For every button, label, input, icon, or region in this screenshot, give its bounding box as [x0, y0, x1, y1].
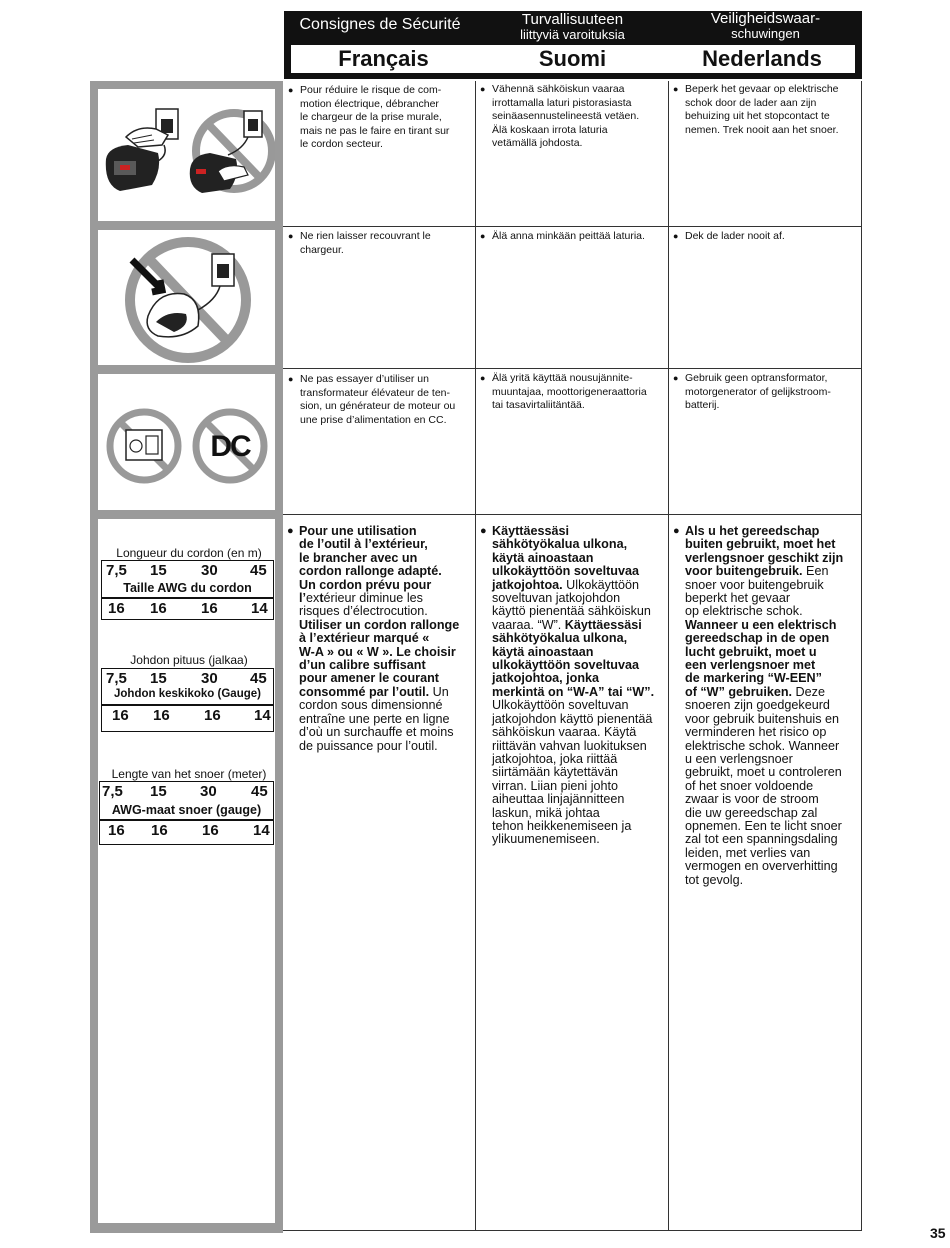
gauge-cell: 14 — [253, 822, 270, 839]
length-cell: 30 — [201, 670, 218, 687]
cord-table-2-lengths — [102, 670, 273, 688]
language-nl: Nederlands — [702, 46, 822, 71]
gauge-cell: 16 — [150, 600, 167, 617]
gauge-cell: 16 — [202, 822, 219, 839]
instruction-text: Beperk het gevaar op elektrische schok door de lader aan zijn behuizing uit het stopcontact te nemen. Trek nooit aan het snoer. — [685, 83, 839, 136]
row4-nl: ● Als u het gereedschap buiten gebruikt, moet het verlengsnoer geschikt zijn voor buitengebruik. Een snoer voor buitengebruik beperkt het gevaar op elektrische schok. Wanneer u een elektrisch gereedschap in de open lucht gebruikt, moet u een verlengsnoer met de markering “W-EEN” of “W” gebruiken. Deze snoeren zijn goedgekeurd voor gebruik buitenshuis en verminderen het risico op elektrische schok. Wanneer u een verlengsnoer gebruikt, moet u controleren of het snoer voldoende zwaar is voor de stroom die uw gereedschap zal opnemen. Een te licht snoer zal tot een spanningsdaling leiden, met verlies van vermogen en oververhitting tot gevolg. — [673, 525, 860, 887]
header-nl — [669, 11, 862, 47]
cord-table-1-title: Longueur du cordon (en m) — [116, 546, 262, 560]
cord-table-1-sub: Taille AWG du cordon — [123, 581, 252, 595]
language-fi: Suomi — [538, 46, 607, 71]
language-fr: Français — [338, 46, 429, 71]
instruction-text: Vähennä sähköiskun vaaraa irrottamalla laturi pistorasiasta seinäasennustelineestä vetäen. Älä koskaan irrota laturia vetämällä johdosta. — [492, 83, 640, 150]
header-nl-title-2: schuwingen — [731, 26, 800, 41]
column-divider — [861, 81, 862, 1231]
cord-table-3-lengths — [100, 783, 273, 801]
panel-cord-tables — [98, 519, 275, 1223]
column-divider — [475, 81, 476, 1231]
instruction-text: Pour une utilisation de l’outil à l’extérieur, le brancher avec un cordon rallonge adapté. Un cordon prévu pour l’extérieur diminue les risques d’électrocution. Utiliser un cordon rallonge à l’extérieur marqué « W-A » ou « W ». Le choisir d’un calibre suffisant pour amener le courant consommé par l’outil. Un cordon sous dimensionné entraîne une perte en ligne d’où un surchauffe et moins de puissance pour l’outil. — [299, 524, 460, 753]
instruction-text: Dek de lader nooit af. — [685, 230, 785, 242]
cord-table-3-sub: AWG-maat snoer (gauge) — [111, 803, 262, 817]
page-number: 35 — [930, 1225, 946, 1241]
do-not-cover-charger-icon — [98, 230, 275, 365]
instruction-text: Älä anna minkään peittää laturia. — [492, 230, 645, 242]
instruction-text: Käyttäessäsi sähkötyökalua ulkona, käytä ainoastaan ulkokäyttöön soveltuvaa jatkojohtoa. Ulkokäyttöön soveltuvan jatkojohdon käyttö pienentää sähköiskun vaaraa. “W”. Käyttäessäsi sähkötyökalua ulkona, käytä ainoastaan ulkokäyttöön soveltuvaa jatkojohtoa, jonka merkintä on “W-A” tai “W”. Ulkokäyttöön soveltuvan jatkojohdon käyttö pienentää sähköiskun vaaraa. Käytä riittävän vahvan luokituksen jatkojohtoa, joka riittää siirtämään käytettävän virran. Liian pieni johto aiheuttaa linjajännitteen laskun, mikä johtaa tehon heikkenemiseen ja ylikuumenemiseen. — [492, 524, 655, 847]
header-fi-title-1: Turvallisuuteen — [521, 11, 624, 28]
row2-fi: ● Älä anna minkään peittää laturia. — [480, 230, 666, 244]
length-cell: 7,5 — [106, 670, 127, 687]
gauge-cell: 14 — [254, 707, 271, 724]
header-fi — [476, 12, 669, 48]
unplug-charger-icon — [98, 89, 275, 221]
length-cell: 15 — [150, 670, 167, 687]
length-cell: 45 — [251, 783, 268, 800]
language-header — [284, 11, 862, 79]
gauge-cell: 16 — [108, 600, 125, 617]
panel-unplug — [98, 89, 275, 221]
row-divider — [283, 368, 862, 369]
row-divider — [283, 226, 862, 227]
row-divider — [283, 514, 862, 515]
row1-fi: ● Vähennä sähköiskun vaaraa irrottamalla laturi pistorasiasta seinäasennustelineestä vetäen. Älä koskaan irrota laturia vetämällä johdosta. — [480, 83, 666, 151]
dc-label: DC — [210, 430, 250, 463]
row4-fr: ● Pour une utilisation de l’outil à l’extérieur, le brancher avec un cordon rallonge adapté. Un cordon prévu pour l’extérieur diminue les risques d’électrocution. Utiliser un cordon rallonge à l’extérieur marqué « W-A » ou « W ». Le choisir d’un calibre suffisant pour amener le courant consommé par l’outil. Un cordon sous dimensionné entraîne une perte en ligne d’où un surchauffe et moins de puissance pour l’outil. — [287, 525, 473, 753]
row4-fi: ● Käyttäessäsi sähkötyökalua ulkona, käytä ainoastaan ulkokäyttöön soveltuvaa jatkojohtoa. Ulkokäyttöön soveltuvan jatkojohdon käyttö pienentää sähköiskun vaaraa. “W”. Käyttäessäsi sähkötyökalua ulkona, käytä ainoastaan ulkokäyttöön soveltuvaa jatkojohtoa, jonka merkintä on “W-A” tai “W”. Ulkokäyttöön soveltuvan jatkojohdon käyttö pienentää sähköiskun vaaraa. Käytä riittävän vahvan luokituksen jatkojohtoa, joka riittää siirtämään käytettävän virran. Liian pieni johto aiheuttaa linjajännitteen laskun, mikä johtaa tehon heikkenemiseen ja ylikuumenemiseen. — [480, 525, 667, 847]
cord-table-2-gauges — [102, 707, 273, 725]
cord-table-3-gauges — [100, 822, 273, 840]
table-divider — [102, 704, 273, 706]
gauge-cell: 14 — [251, 600, 268, 617]
gauge-cell: 16 — [204, 707, 221, 724]
instruction-text: Als u het gereedschap buiten gebruikt, moet het verlengsnoer geschikt zijn voor buitengebruik. Een snoer voor buitengebruik beperkt het gevaar op elektrische schok. Wanneer u een elektrisch gereedschap in de open lucht gebruikt, moet u een verlengsnoer met de markering “W-EEN” of “W” gebruiken. Deze snoeren zijn goedgekeurd voor gebruik buitenshuis en verminderen het risico op elektrische schok. Wanneer u een verlengsnoer gebruikt, moet u controleren of het snoer voldoende zwaar is voor de stroom die uw gereedschap zal opnemen. Een te licht snoer zal tot een spanningsdaling leiden, met verlies van vermogen en oververhitting tot gevolg. — [685, 524, 844, 887]
instruction-text: Ne pas essayer d’utiliser un transformateur élévateur de ten- sion, un générateur de moteur ou une prise d’alimentation en CC. — [300, 373, 456, 426]
row3-fi: ● Älä yritä käyttää nousujännite- muuntajaa, moottorigeneraattoria tai tasavirtaliitäntää. — [480, 372, 666, 413]
length-cell: 45 — [250, 562, 267, 579]
table-divider — [102, 597, 273, 599]
instruction-text: Gebruik geen optransformator, motorgenerator of gelijkstroom- batterij. — [685, 372, 831, 412]
length-cell: 30 — [200, 783, 217, 800]
instruction-text: Pour réduire le risque de com- motion électrique, débrancher le chargeur de la prise murale, mais ne pas le faire en tirant sur le cordon secteur. — [300, 84, 450, 151]
cord-table-3-title: Lengte van het snoer (meter) — [111, 767, 267, 781]
cord-table-1 — [101, 560, 274, 620]
length-cell: 30 — [201, 562, 218, 579]
length-cell: 45 — [250, 670, 267, 687]
instruction-text: Älä yritä käyttää nousujännite- muuntajaa, moottorigeneraattoria tai tasavirtaliitäntää. — [492, 372, 647, 412]
row2-fr: ● Ne rien laisser recouvrant le chargeur. — [288, 230, 473, 257]
row2-nl: ● Dek de lader nooit af. — [673, 230, 859, 244]
panel-no-generator-dc — [98, 374, 275, 510]
length-cell: 7,5 — [102, 783, 123, 800]
gauge-cell: 16 — [112, 707, 129, 724]
icon-column — [90, 81, 283, 1233]
header-nl-title-1: Veiligheidswaar- — [710, 10, 821, 27]
cord-table-1-gauges — [102, 600, 273, 618]
row3-nl: ● Gebruik geen optransformator, motorgenerator of gelijkstroom- batterij. — [673, 372, 859, 413]
column-divider — [668, 81, 669, 1231]
cord-table-2 — [101, 668, 274, 732]
cord-table-3 — [99, 781, 274, 845]
length-cell: 15 — [150, 783, 167, 800]
table-divider — [100, 819, 273, 821]
gauge-cell: 16 — [153, 707, 170, 724]
panel-no-cover — [98, 230, 275, 365]
row1-fr: ● Pour réduire le risque de com- motion électrique, débrancher le chargeur de la prise murale, mais ne pas le faire en tirant sur le cordon secteur. — [288, 84, 473, 152]
gauge-cell: 16 — [151, 822, 168, 839]
language-bar — [291, 45, 855, 73]
row1-nl: ● Beperk het gevaar op elektrische schok door de lader aan zijn behuizing uit het stopcontact te nemen. Trek nooit aan het snoer. — [673, 83, 859, 137]
header-fi-title-2: liittyviä varoituksia — [520, 27, 625, 42]
header-fr-title: Consignes de Sécurité — [299, 16, 461, 33]
cord-table-2-sub: Johdon keskikoko (Gauge) — [114, 688, 261, 700]
cord-table-1-lengths — [102, 562, 273, 580]
length-cell: 7,5 — [106, 562, 127, 579]
row3-fr: ● Ne pas essayer d’utiliser un transformateur élévateur de ten- sion, un générateur de moteur ou une prise d’alimentation en CC. — [288, 373, 473, 427]
cord-table-2-title: Johdon pituus (jalkaa) — [130, 653, 248, 667]
length-cell: 15 — [150, 562, 167, 579]
gauge-cell: 16 — [108, 822, 125, 839]
instruction-text: Ne rien laisser recouvrant le chargeur. — [300, 230, 431, 256]
gauge-cell: 16 — [201, 600, 218, 617]
row-divider — [283, 1230, 862, 1231]
